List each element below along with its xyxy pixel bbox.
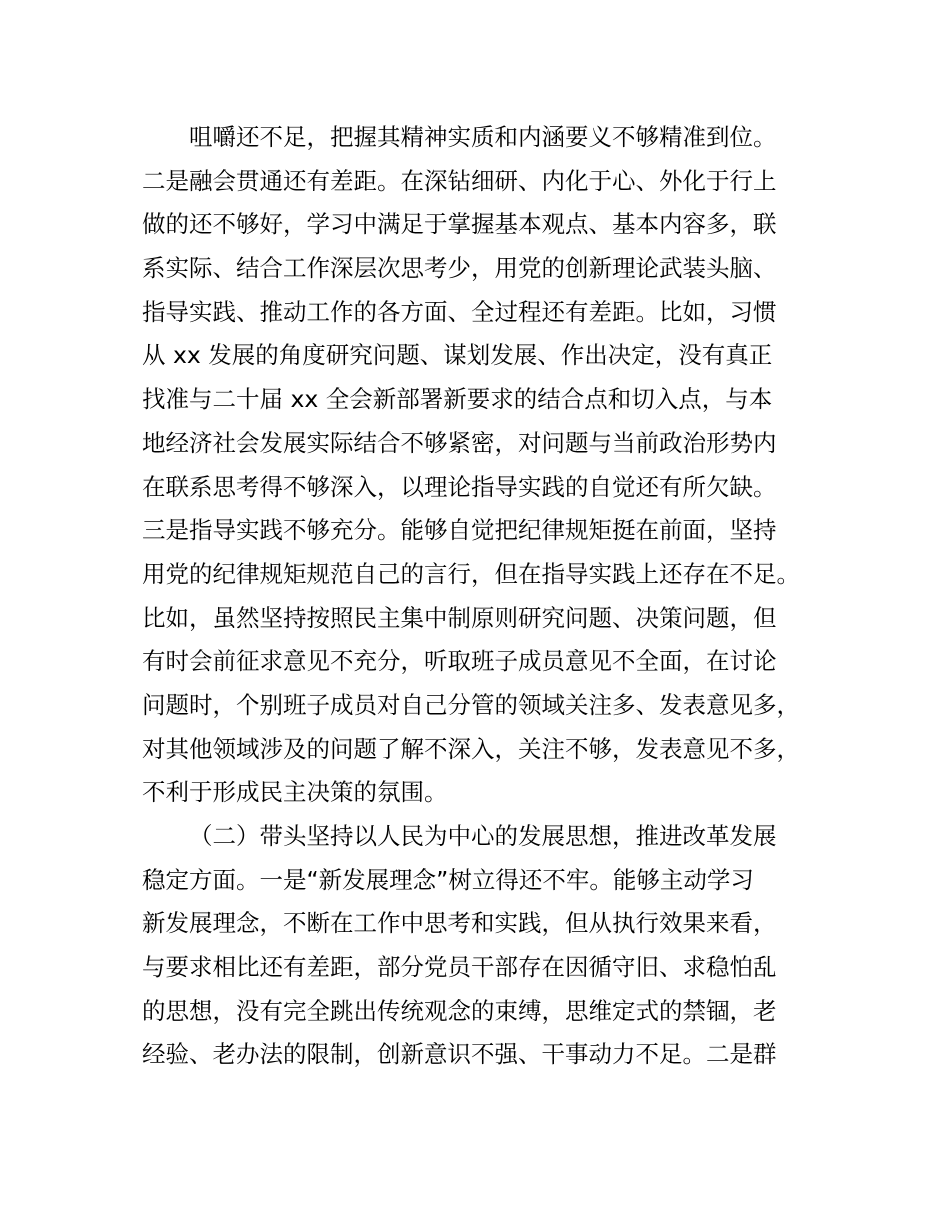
text-line: 三是指导实践不够充分。能够自觉把纪律规矩挺在前面，坚持	[142, 516, 777, 545]
text-line: （二）带头坚持以人民为中心的发展思想，推进改革发展	[189, 822, 777, 850]
body-text	[142, 116, 842, 1077]
text-line: 指导实践、推动工作的各方面、全过程还有差距。比如，习惯	[142, 297, 777, 326]
text-line: 稳定方面。一是“新发展理念”树立得还不牢。能够主动学习	[142, 865, 754, 894]
text-line: 有时会前征求意见不充分，听取班子成员意见不全面，在讨论	[142, 647, 777, 676]
text-line: 经验、老办法的限制，创新意识不强、干事动力不足。二是群	[142, 1040, 777, 1069]
text-line: 不利于形成民主决策的氛围。	[142, 778, 448, 807]
text-line: 用党的纪律规矩规范自己的言行，但在指导实践上还存在不足。	[142, 559, 800, 588]
text-line: 比如，虽然坚持按照民主集中制原则研究问题、决策问题，但	[142, 603, 777, 632]
text-line: 地经济社会发展实际结合不够紧密，对问题与当前政治形势内	[142, 428, 777, 457]
text-line: 系实际、结合工作深层次思考少，用党的创新理论武装头脑、	[142, 254, 777, 283]
text-line: 二是融会贯通还有差距。在深钻细研、内化于心、外化于行上	[142, 166, 777, 195]
text-line: 与要求相比还有差距，部分党员干部存在因循守旧、求稳怕乱	[142, 953, 777, 982]
text-line: 做的还不够好，学习中满足于掌握基本观点、基本内容多，联	[142, 210, 777, 239]
text-line: 从 xx 发展的角度研究问题、谋划发展、作出决定，没有真正	[142, 341, 773, 370]
text-line: 找准与二十届 xx 全会新部署新要求的结合点和切入点，与本	[142, 385, 773, 414]
text-line: 咀嚼还不足，把握其精神实质和内涵要义不够精准到位。	[189, 123, 777, 151]
text-line: 在联系思考得不够深入，以理论指导实践的自觉还有所欠缺。	[142, 472, 777, 501]
text-line: 新发展理念，不断在工作中思考和实践，但从执行效果来看，	[142, 909, 777, 938]
text-line: 的思想，没有完全跳出传统观念的束缚，思维定式的禁锢，老	[142, 996, 777, 1025]
text-line: 问题时，个别班子成员对自己分管的领域关注多、发表意见多，	[142, 690, 800, 719]
text-line: 对其他领域涉及的问题了解不深入，关注不够，发表意见不多，	[142, 734, 800, 763]
